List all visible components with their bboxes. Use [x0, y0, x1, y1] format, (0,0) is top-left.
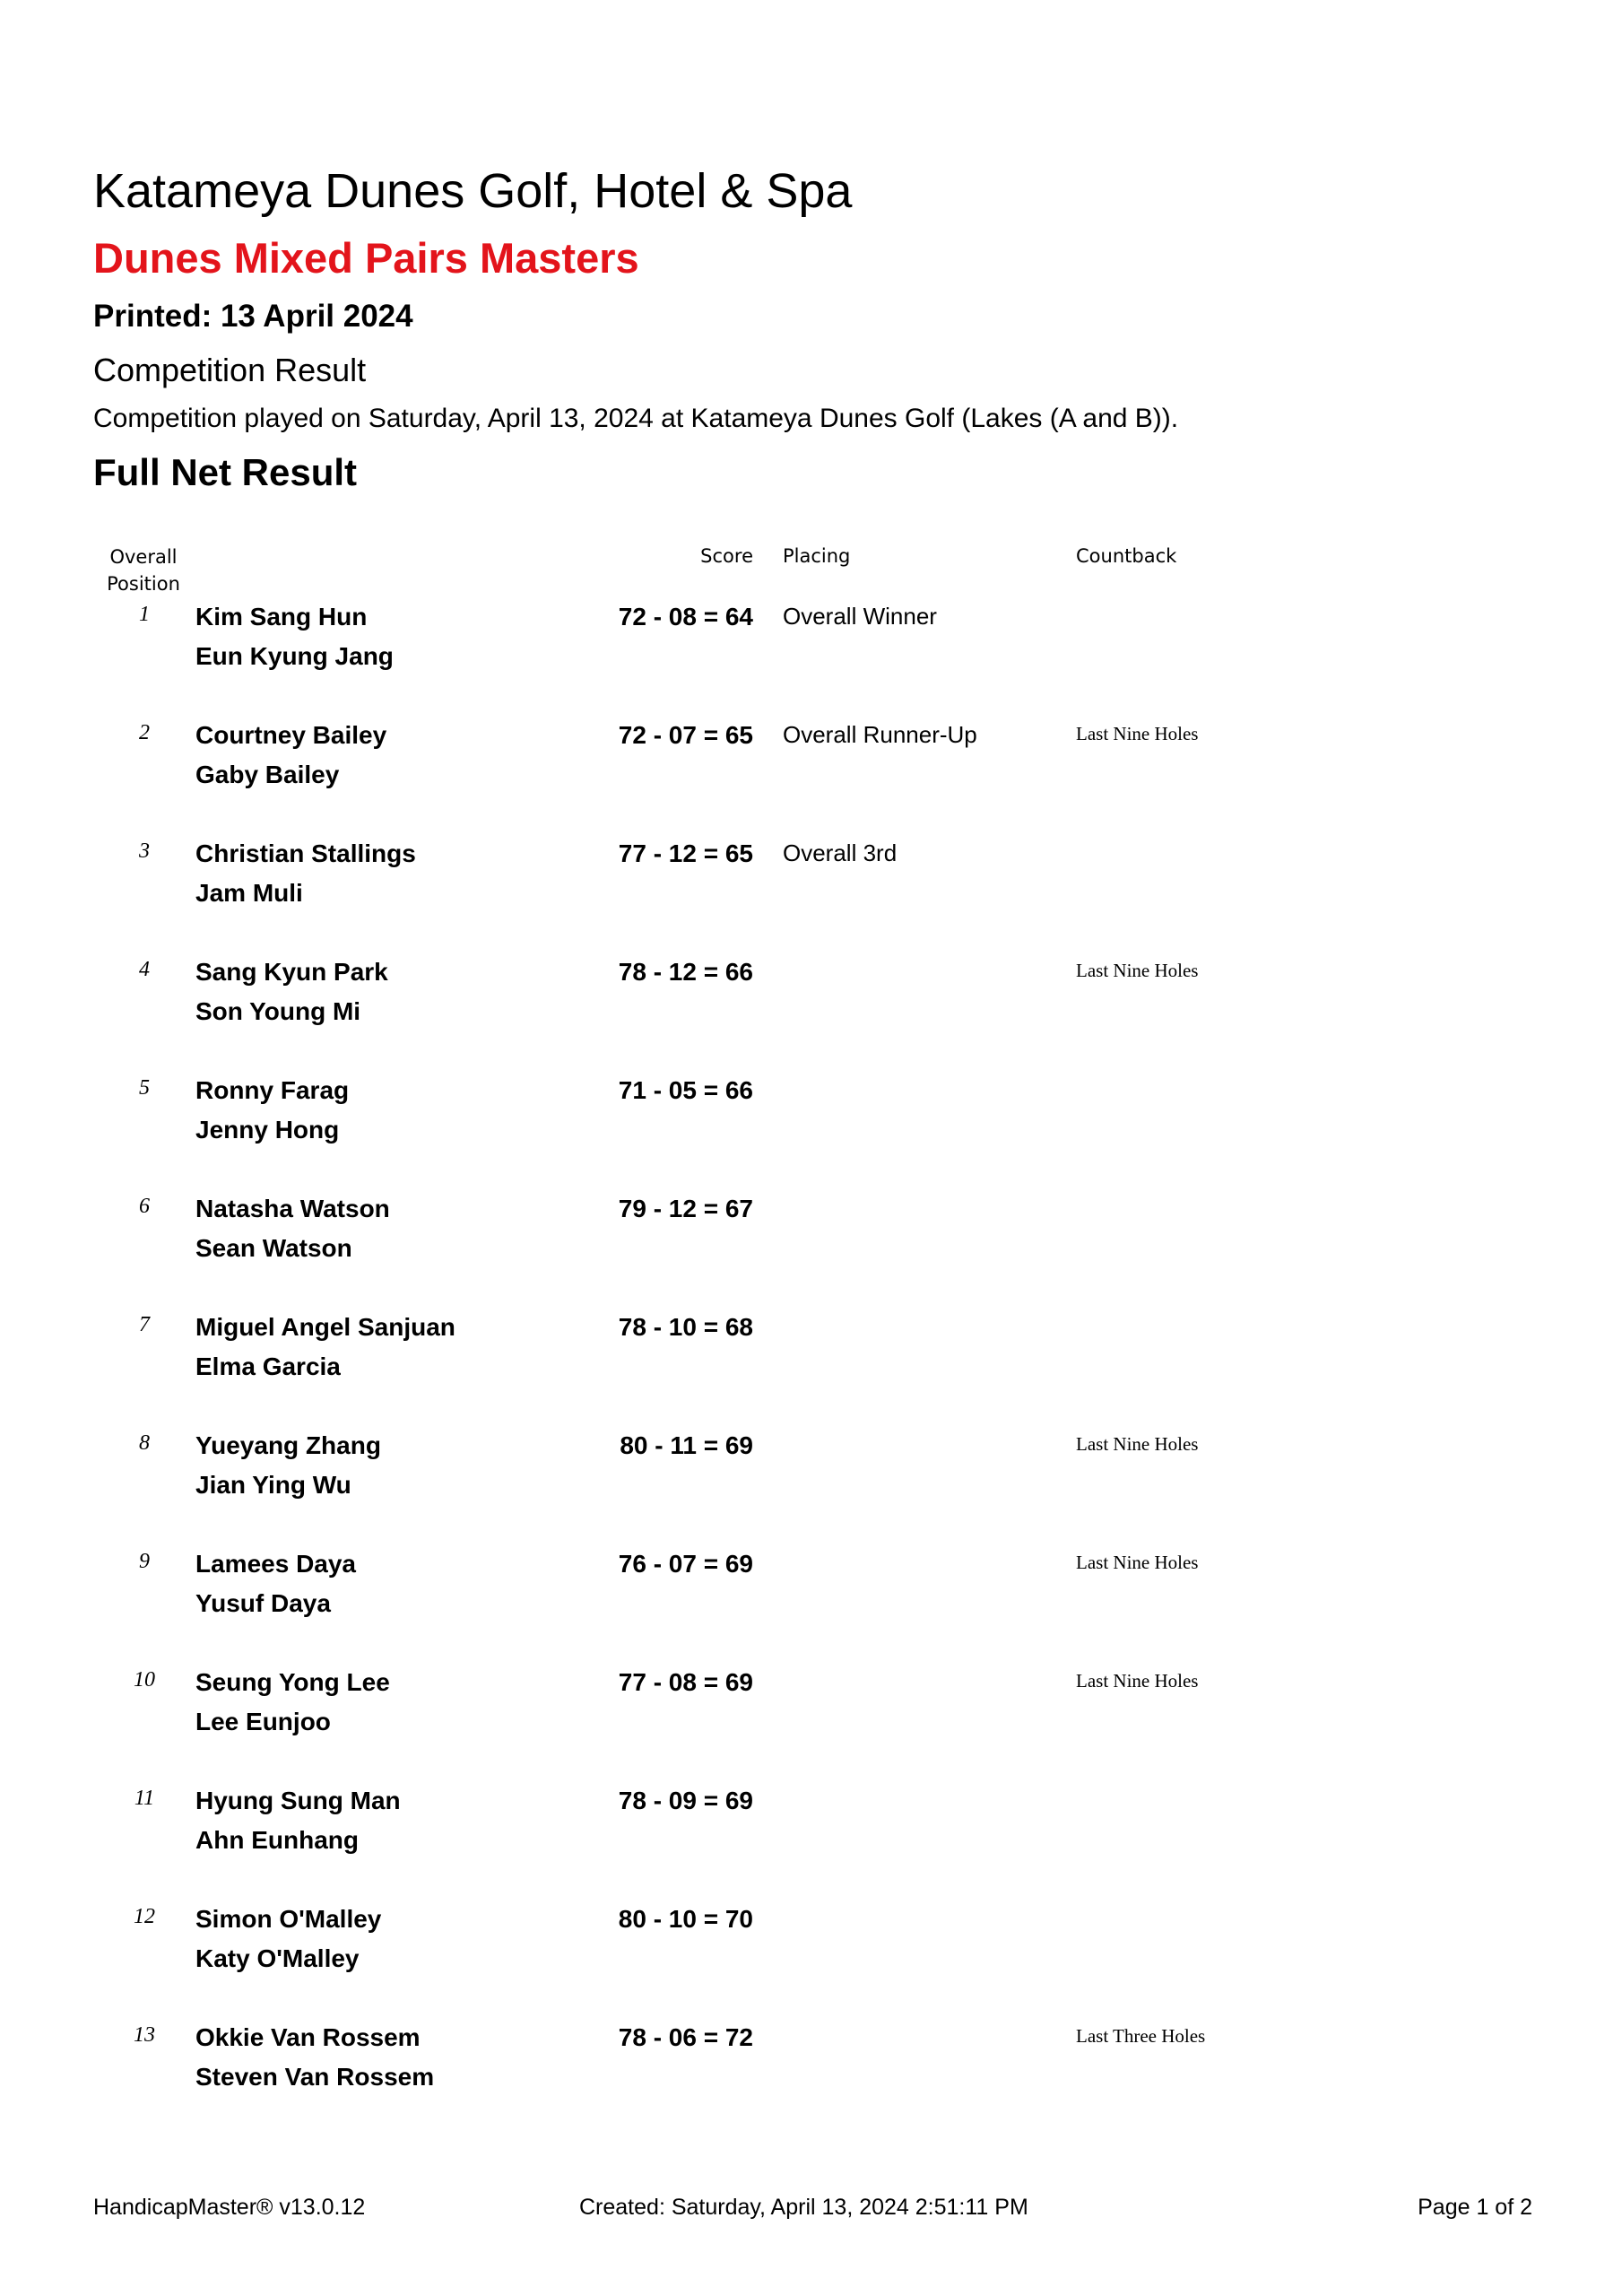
result-row	[0, 712, 1622, 831]
row-position: 1	[139, 603, 150, 626]
player-one: Hyung Sung Man	[195, 1787, 401, 1814]
player-one: Kim Sang Hun	[195, 603, 368, 631]
row-position: 4	[139, 958, 150, 981]
player-two: Elma Garcia	[195, 1352, 341, 1380]
result-row	[0, 831, 1622, 949]
footer-app-version: HandicapMaster® v13.0.12	[93, 2195, 366, 2220]
player-two: Steven Van Rossem	[195, 2063, 435, 2091]
player-one: Courtney Bailey	[195, 721, 387, 749]
player-two: Yusuf Daya	[195, 1589, 331, 1617]
row-score: 76 - 07 = 69	[618, 1550, 753, 1578]
column-header-countback: Countback	[1076, 545, 1177, 567]
column-header-score: Score	[700, 545, 753, 567]
row-position: 6	[139, 1195, 150, 1218]
row-score: 80 - 10 = 70	[618, 1905, 753, 1933]
player-one: Lamees Daya	[195, 1550, 357, 1578]
row-position: 8	[139, 1431, 150, 1455]
row-countback: Last Nine Holes	[1076, 1670, 1199, 1692]
result-row	[0, 1422, 1622, 1541]
player-two: Lee Eunjoo	[195, 1708, 331, 1735]
result-row	[0, 594, 1622, 712]
player-one: Okkie Van Rossem	[195, 2023, 421, 2051]
row-position: 11	[134, 1787, 155, 1810]
row-position: 7	[139, 1313, 150, 1336]
report-subtitle: Competition Result	[93, 352, 367, 388]
row-placing: Overall 3rd	[783, 839, 898, 866]
player-one: Ronny Farag	[195, 1076, 350, 1104]
footer-page-number: Page 1 of 2	[1418, 2195, 1532, 2220]
row-score: 78 - 12 = 66	[618, 958, 753, 986]
row-score: 72 - 07 = 65	[618, 721, 753, 749]
result-row	[0, 1896, 1622, 2014]
result-row	[0, 1304, 1622, 1422]
player-one: Natasha Watson	[195, 1195, 390, 1222]
competition-title: Dunes Mixed Pairs Masters	[93, 234, 639, 282]
row-score: 72 - 08 = 64	[618, 603, 753, 631]
row-position: 3	[139, 839, 150, 863]
printed-date: Printed: 13 April 2024	[93, 299, 413, 334]
player-two: Jian Ying Wu	[195, 1471, 351, 1499]
row-position: 13	[134, 2023, 155, 2047]
row-countback: Last Nine Holes	[1076, 1552, 1199, 1573]
footer-created: Created: Saturday, April 13, 2024 2:51:11 PM	[579, 2195, 1028, 2220]
result-row	[0, 1067, 1622, 1186]
column-header-placing: Placing	[783, 545, 851, 567]
player-one: Simon O'Malley	[195, 1905, 382, 1933]
row-score: 78 - 06 = 72	[618, 2023, 753, 2051]
player-one: Miguel Angel Sanjuan	[195, 1313, 455, 1341]
player-one: Christian Stallings	[195, 839, 416, 867]
row-score: 77 - 12 = 65	[618, 839, 753, 867]
row-score: 78 - 10 = 68	[618, 1313, 753, 1341]
row-countback: Last Nine Holes	[1076, 723, 1199, 744]
section-heading: Full Net Result	[93, 451, 358, 493]
competition-details: Competition played on Saturday, April 13, 2024 at Katameya Dunes Golf (Lakes (A and B)).	[93, 404, 1179, 433]
row-countback: Last Nine Holes	[1076, 1433, 1199, 1455]
player-two: Gaby Bailey	[195, 761, 340, 788]
player-one: Sang Kyun Park	[195, 958, 388, 986]
result-row	[0, 1186, 1622, 1304]
row-score: 80 - 11 = 69	[620, 1431, 753, 1459]
row-position: 2	[139, 721, 150, 744]
row-position: 9	[139, 1550, 150, 1573]
venue-title: Katameya Dunes Golf, Hotel & Spa	[93, 164, 853, 218]
result-row	[0, 949, 1622, 1067]
result-row	[0, 1778, 1622, 1896]
player-two: Jenny Hong	[195, 1116, 340, 1144]
player-one: Seung Yong Lee	[195, 1668, 390, 1696]
player-two: Jam Muli	[195, 879, 303, 907]
row-countback: Last Nine Holes	[1076, 960, 1199, 981]
result-row	[0, 2014, 1622, 2133]
row-placing: Overall Winner	[783, 603, 937, 630]
player-two: Katy O'Malley	[195, 1944, 360, 1972]
result-row	[0, 1659, 1622, 1778]
player-two: Ahn Eunhang	[195, 1826, 359, 1854]
result-row	[0, 1541, 1622, 1659]
row-score: 77 - 08 = 69	[618, 1668, 753, 1696]
player-two: Son Young Mi	[195, 997, 361, 1025]
row-score: 78 - 09 = 69	[618, 1787, 753, 1814]
player-two: Eun Kyung Jang	[195, 642, 394, 670]
row-position: 10	[134, 1668, 155, 1692]
row-placing: Overall Runner-Up	[783, 721, 977, 748]
column-header-position: Overall Position	[107, 546, 180, 595]
results-table	[0, 594, 1622, 2133]
player-one: Yueyang Zhang	[195, 1431, 381, 1459]
row-position: 12	[134, 1905, 155, 1928]
row-position: 5	[139, 1076, 150, 1100]
row-countback: Last Three Holes	[1076, 2025, 1206, 2047]
player-two: Sean Watson	[195, 1234, 352, 1262]
row-score: 71 - 05 = 66	[618, 1076, 753, 1104]
row-score: 79 - 12 = 67	[618, 1195, 753, 1222]
